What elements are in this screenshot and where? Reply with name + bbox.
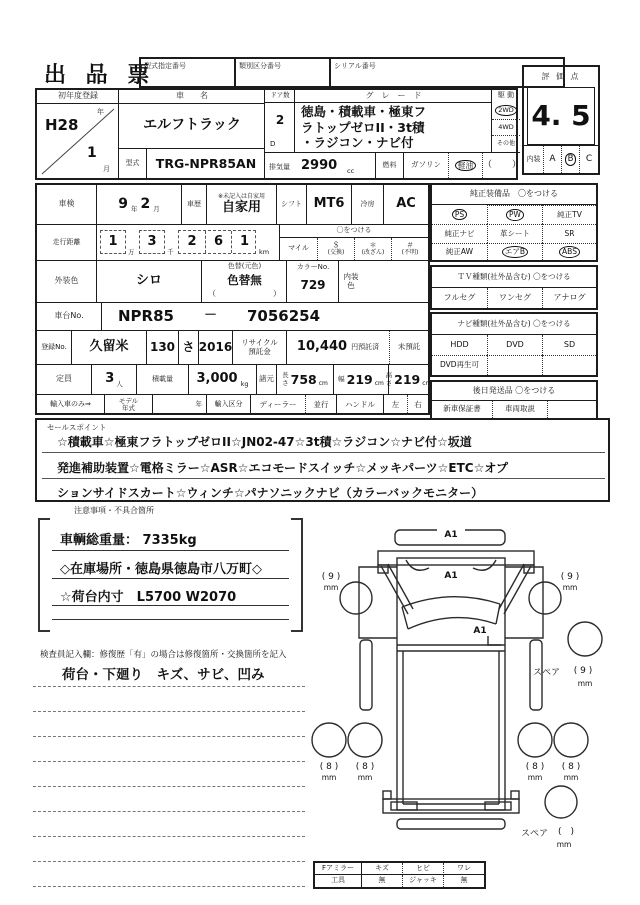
import-parallel: 並行 xyxy=(305,395,337,415)
capacity-unit: 人 xyxy=(116,379,123,388)
first-reg-month-unit: 月 xyxy=(103,165,110,173)
fuel-diesel-circled: 軽油 xyxy=(455,160,476,172)
mileage-circle-note: 〇をつける xyxy=(280,225,428,238)
comment-line-8 xyxy=(33,847,305,862)
mileage-unit-man: 万 xyxy=(128,248,135,256)
score-value: 4. 5 xyxy=(527,87,595,145)
mileage-flag-exchange xyxy=(317,238,354,260)
equip-airbag xyxy=(487,243,542,260)
spare2-label: スペア xyxy=(520,829,548,839)
page-title: 出 品 票 xyxy=(44,63,156,88)
notes-line-1: 車輌総重量： 7335kg xyxy=(60,533,197,548)
left-fender xyxy=(359,567,397,638)
displacement-label: 排気量 xyxy=(269,163,290,171)
color-paren-close: ） xyxy=(273,289,281,299)
mileage-digit-10: 6 xyxy=(205,231,231,253)
navi-sd: SD xyxy=(542,335,596,355)
color-change-cell xyxy=(202,261,287,302)
drive-option-2wd xyxy=(492,102,520,119)
model-code-label: 型式 xyxy=(119,149,147,178)
shaken-year: 9 xyxy=(118,195,128,212)
score-label: 評 価 点 xyxy=(541,71,581,81)
shaken-label: 車検 xyxy=(37,185,97,224)
color-change-paren xyxy=(202,288,287,301)
inspector-comment: 荷台・下廻り キズ、サビ、凹み xyxy=(62,667,265,683)
tv-block xyxy=(430,265,598,310)
rear-left-outer-tread: ( 8 ) xyxy=(319,762,339,772)
height-value: 219 xyxy=(394,371,421,387)
doors-cell xyxy=(265,90,295,152)
row-mileage xyxy=(37,224,428,260)
ac-value: AC xyxy=(396,196,416,212)
tools-row-none1: 無 xyxy=(361,875,402,887)
first-registration-cell xyxy=(37,90,119,178)
spare1-label: スペア xyxy=(532,668,560,678)
width-label: 幅 xyxy=(338,374,345,383)
equip-tv: 純正TV xyxy=(542,205,596,224)
tools-col-mirror: Fアミラー xyxy=(315,863,361,875)
model-code-row xyxy=(119,148,265,178)
fuel-paren xyxy=(482,153,521,178)
chassis-prefix: NPR85 xyxy=(118,307,174,326)
notes-bracket-left xyxy=(38,518,50,632)
rear-right-inner-tread: ( 8 ) xyxy=(525,762,545,772)
color-change-label: 色替(元色) xyxy=(227,262,262,271)
ac-label: 冷房 xyxy=(352,185,384,224)
width-value: 219 xyxy=(346,371,373,387)
field-class-division-label: 類別区分番号 xyxy=(239,62,281,70)
mileage-unit-km: km xyxy=(259,248,270,256)
length-label-1: 長 xyxy=(282,371,289,380)
front-left-tire xyxy=(340,582,372,614)
interior-color-label-1: 内装 xyxy=(343,272,359,282)
notes-line-2: ◇在庫場所・徳島県徳島市八万町◇ xyxy=(60,562,262,577)
windshield-arc-top xyxy=(402,597,500,607)
width-unit: cm xyxy=(374,380,384,388)
drive-option-4wd: 4WD xyxy=(492,119,520,135)
tv-header: ＴＶ種類(社外品含む) 〇をつける xyxy=(432,267,596,288)
handle-left: 左 xyxy=(383,395,407,415)
capacity-value: 3 xyxy=(105,371,115,387)
spare2-value: ( ) xyxy=(557,827,575,837)
interior-grade-a: A xyxy=(549,153,556,164)
displacement-cell xyxy=(265,152,375,178)
load-unit: kg xyxy=(240,379,249,388)
row-regno xyxy=(37,330,428,364)
shipment-manual: 車両取説 xyxy=(492,401,547,418)
car-name-label: 車 名 xyxy=(119,90,265,104)
main-top-block xyxy=(35,88,521,180)
history-value-cell xyxy=(207,185,277,224)
spare1-value: ( 9 ) xyxy=(573,666,593,676)
first-reg-month: 1 xyxy=(87,145,97,161)
handle-right: 右 xyxy=(407,395,428,415)
recycle-label-2: 預託金 xyxy=(248,346,271,356)
field-type-designation-label: 型式指定番号 xyxy=(144,62,186,70)
length-label xyxy=(282,372,289,386)
spare-tire-1 xyxy=(568,622,602,656)
height-label-2: さ xyxy=(385,378,393,387)
left-guard-rail xyxy=(360,640,372,710)
field-serial-label: シリアル番号 xyxy=(334,62,376,70)
recycle-label-1: リサイクル xyxy=(241,338,278,348)
height-label-1: 高 xyxy=(385,371,393,380)
model-year-value: 年 xyxy=(153,395,207,415)
navi-hdd: HDD xyxy=(450,339,469,349)
sales-points-box xyxy=(35,418,610,502)
score-box xyxy=(522,65,600,175)
row-inspection xyxy=(37,185,428,224)
shift-value: MT6 xyxy=(307,185,352,224)
interior-grade-label xyxy=(524,146,544,173)
flag-tampered-text: (改ざん) xyxy=(361,248,385,256)
width-cell xyxy=(334,365,389,394)
recycle-amount-cell xyxy=(287,331,389,364)
notes-line-3: ☆荷台内寸 L5700 W2070 xyxy=(60,590,237,605)
height-label xyxy=(386,372,393,386)
mileage-digits xyxy=(97,225,280,260)
navi-empty-1 xyxy=(487,355,542,375)
flag-exchange-symbol: ＄ xyxy=(332,240,340,249)
field-class-division-no xyxy=(234,57,331,88)
displacement-unit: cc xyxy=(347,167,355,175)
displacement-value: 2990 xyxy=(301,158,338,173)
navi-block xyxy=(430,312,598,377)
comment-line-6 xyxy=(33,797,305,812)
tools-col-scratch: キズ xyxy=(361,863,402,875)
history-value: 自家用 xyxy=(221,199,261,215)
tools-col-crack: ヒビ xyxy=(402,863,443,875)
first-reg-year: H28 xyxy=(45,116,79,134)
sales-line-1: ☆積載車☆極東フラトップゼロII☆JN02-47☆3t積☆ラジコン☆ナビ付☆坂道 xyxy=(57,435,472,449)
height-unit: cm xyxy=(422,380,432,388)
import-division-label: 輸入区分 xyxy=(207,395,251,415)
rear-left-inner-tread: ( 8 ) xyxy=(355,762,375,772)
doors-sub: D xyxy=(270,140,276,148)
equip-pw-circled: PW xyxy=(506,209,524,221)
row-capacity xyxy=(37,364,432,394)
model-code-value: TRG-NPR85AN xyxy=(155,155,257,171)
mileage-digit-1k: 3 xyxy=(139,230,165,254)
load-value-cell xyxy=(189,365,257,394)
mileage-mile: マイル xyxy=(288,244,309,253)
mileage-flags xyxy=(280,225,428,260)
equip-abs xyxy=(542,243,596,260)
front-right-tire xyxy=(529,582,561,614)
rear-right-lamp xyxy=(485,802,511,810)
detail-table xyxy=(35,183,430,415)
equip-leather: 革シート xyxy=(487,224,542,243)
front-right-tread: ( 9 ) xyxy=(560,572,580,582)
shipment-block xyxy=(430,380,598,420)
ext-color-label: 外装色 xyxy=(37,261,97,302)
fuel-paren-close: ） xyxy=(511,159,521,170)
fuel-option-gasoline: ガソリン xyxy=(411,160,441,170)
equip-abs-circled: ABS xyxy=(559,246,580,258)
tools-row-tool: 工具 xyxy=(331,876,345,885)
front-right-tread-unit: mm xyxy=(562,583,578,592)
length-label-2: さ xyxy=(282,378,289,387)
chassis-label: 車台No. xyxy=(37,303,102,330)
navi-empty-2 xyxy=(542,355,596,375)
tools-col-break: ワレ xyxy=(443,863,484,875)
regno-label: 登録No. xyxy=(37,331,72,364)
equip-airbag-circled: エアB xyxy=(502,246,528,258)
shaken-value xyxy=(97,185,182,224)
equipment-header: 純正装備品 〇をつける xyxy=(432,185,596,205)
regno-area: 久留米 xyxy=(72,331,147,364)
fuel-cell xyxy=(375,152,520,178)
fuel-paren-open: （ xyxy=(483,159,493,170)
spare1-unit: mm xyxy=(577,679,593,688)
tv-fullseg: フルセグ xyxy=(443,292,476,302)
shipment-warranty: 新車保証書 xyxy=(443,404,481,414)
color-no-label: カラーNo. xyxy=(296,263,330,272)
color-change-value: 色替無 xyxy=(227,272,262,287)
equip-sr: SR xyxy=(542,224,596,243)
a1-mark-cab: A1 xyxy=(444,571,458,581)
first-reg-year-unit: 年 xyxy=(97,108,104,116)
model-year-label xyxy=(105,395,153,415)
rear-right-outer-unit: mm xyxy=(563,773,579,782)
spare-tire-2 xyxy=(545,786,577,818)
rear-left-outer-tire xyxy=(312,723,346,757)
load-value: 3,000 xyxy=(196,371,238,387)
mileage-digit-10k: 1 xyxy=(100,230,126,254)
rear-left-lamp xyxy=(391,802,417,810)
comment-line-2 xyxy=(33,697,305,712)
sales-rule-2 xyxy=(42,478,605,479)
navi-dvd: DVD xyxy=(487,335,542,355)
front-left-tread-unit: mm xyxy=(323,583,339,592)
color-no-value: 729 xyxy=(300,278,326,293)
fuel-option-diesel xyxy=(448,153,482,178)
tv-oneseg: ワンセグ xyxy=(487,288,542,308)
flag-tampered-symbol: ＊ xyxy=(369,240,377,249)
mileage-digits-100 xyxy=(178,230,256,254)
mileage-label: 走行距離 xyxy=(37,225,97,260)
shaken-year-unit: 年 xyxy=(131,204,138,213)
equipment-block xyxy=(430,183,598,262)
doors-label: ドア数 xyxy=(265,90,295,103)
capacity-label: 定員 xyxy=(37,365,92,394)
truck-diagram xyxy=(302,505,640,860)
notes-rule-1 xyxy=(52,534,289,551)
notes-rule-4 xyxy=(52,603,289,620)
handle-label: ハンドル xyxy=(345,399,375,409)
drive-2wd-circled: 2WD xyxy=(495,105,517,115)
ext-color-value: シロ xyxy=(97,261,202,302)
chassis-value xyxy=(102,303,428,330)
grade-text xyxy=(301,104,491,151)
comment-line-5 xyxy=(33,772,305,787)
fuel-label: 燃料 xyxy=(376,153,404,178)
rear-right-inner-unit: mm xyxy=(527,773,543,782)
regno-number: 2016 xyxy=(199,331,233,364)
history-label: 車歴 xyxy=(182,185,207,224)
mileage-flag-tampered xyxy=(354,238,391,260)
shaken-month-unit: 月 xyxy=(153,204,160,213)
shipment-empty xyxy=(547,401,596,418)
flag-unknown-text: (不明) xyxy=(401,248,419,256)
interior-grade-b-circled: B xyxy=(565,153,577,166)
grade-line-2: ラトップゼロII・3t積 xyxy=(301,119,425,135)
notes-rule-2 xyxy=(52,562,289,579)
equip-navi: 純正ナビ xyxy=(432,224,487,243)
interior-color-cell xyxy=(339,261,428,302)
drive-option-other: その他 xyxy=(492,135,520,152)
interior-grade-c: C xyxy=(585,153,593,164)
sales-points-label: セールスポイント xyxy=(47,423,107,432)
navi-header: ナビ種類(社外品含む) 〇をつける xyxy=(432,314,596,335)
rear-left-inner-tire xyxy=(348,723,382,757)
grade-line-3: ・ラジコン・ナビ付 xyxy=(301,135,414,150)
comment-line-3 xyxy=(33,722,305,737)
row-import xyxy=(37,394,428,415)
equip-aw: 純正AW xyxy=(432,243,487,260)
model-year-label-2: 年式 xyxy=(122,404,135,412)
shipment-header: 後日発送品 〇をつける xyxy=(432,382,596,401)
field-type-designation-no xyxy=(139,57,236,88)
interior-grade-label-text: 内装 xyxy=(526,154,541,163)
front-left-tread: ( 9 ) xyxy=(321,572,341,582)
regno-class: 130 xyxy=(147,331,179,364)
inspector-note: 検査員記入欄：修復歴「有」の場合は修復箇所・交換箇所を記入 xyxy=(40,650,287,660)
shift-label: シフト xyxy=(277,185,307,224)
a1-mark-windshield: A1 xyxy=(473,626,487,636)
first-registration-label: 初年度登録 xyxy=(37,90,119,104)
length-unit: cm xyxy=(318,380,328,388)
rear-right-inner-tire xyxy=(518,723,552,757)
sales-rule-1 xyxy=(42,452,605,453)
row-chassis xyxy=(37,302,428,330)
rear-left-inner-unit: mm xyxy=(357,773,373,782)
load-label: 積載量 xyxy=(137,365,189,394)
height-cell xyxy=(385,365,432,394)
drive-cell xyxy=(492,90,520,152)
navi-dvd-playable: DVD再生可 xyxy=(432,355,487,375)
chassis-serial: 7056254 xyxy=(247,307,321,326)
comment-line-7 xyxy=(33,822,305,837)
history-note: ※未記入は自家用 xyxy=(217,193,266,201)
shaken-month: 2 xyxy=(140,195,151,212)
recycle-paid: 円預託済 xyxy=(351,342,380,351)
car-name-cell xyxy=(119,90,265,178)
interior-grade-b xyxy=(561,146,580,173)
spare2-unit: mm xyxy=(556,840,572,849)
interior-grade-row xyxy=(524,145,598,173)
sales-line-2: 発進補助装置☆電格ミラー☆ASR☆エコモードスイッチ☆メッキパーツ☆ETC☆オプ xyxy=(57,461,508,475)
mileage-digit-100: 2 xyxy=(187,233,197,249)
rear-right-outer-tread: ( 8 ) xyxy=(561,762,581,772)
tv-analog: アナログ xyxy=(542,288,596,308)
doors-value: 2 xyxy=(275,113,285,128)
mileage-unit-sen: 千 xyxy=(167,248,174,256)
grade-label: グ レ ー ド xyxy=(295,90,492,103)
chassis-dash: － xyxy=(203,308,217,324)
spec-label: 諸元 xyxy=(257,365,277,394)
drive-label: 駆 動 xyxy=(497,91,515,100)
color-paren-open: （ xyxy=(208,289,216,299)
import-dealer: ディーラー xyxy=(259,399,297,409)
interior-color-label-2: 色 xyxy=(347,280,355,290)
row-color xyxy=(37,260,428,302)
tools-row-jack: ジャッキ xyxy=(402,875,443,887)
model-year-label-1: モデル xyxy=(118,396,139,405)
equip-ps-circled: PS xyxy=(452,209,467,221)
tools-row-none2: 無 xyxy=(443,875,484,887)
grade-line-1: 徳島・積載車・極東フ xyxy=(301,104,427,119)
flag-unknown-symbol: ＃ xyxy=(406,240,414,249)
comment-line-9 xyxy=(33,872,305,887)
rear-right-outer-tire xyxy=(554,723,588,757)
equip-ps xyxy=(432,205,487,224)
length-cell xyxy=(277,365,334,394)
capacity-value-cell xyxy=(92,365,137,394)
sales-line-3: ションサイドスカート☆ウィンチ☆パナソニックナビ（カラーバックモニター） xyxy=(57,486,484,500)
rear-left-outer-unit: mm xyxy=(321,773,337,782)
import-only-label: 輸入車のみ⇒ xyxy=(37,395,105,415)
a1-mark-bumper: A1 xyxy=(444,530,458,540)
regno-kana: さ xyxy=(179,331,199,364)
mileage-flag-unknown xyxy=(391,238,428,260)
flag-exchange-text: (交換) xyxy=(327,248,345,256)
recycle-unpaid: 未預託 xyxy=(389,331,428,364)
mileage-digit-1: 1 xyxy=(231,231,257,253)
equip-pw xyxy=(487,205,542,224)
recycle-label xyxy=(233,331,287,364)
length-value: 758 xyxy=(290,371,317,387)
cab-bed-outline xyxy=(397,558,505,810)
notes-label: 注意事項・不具合箇所 xyxy=(74,506,154,515)
recycle-amount: 10,440 xyxy=(296,339,348,355)
comment-line-4 xyxy=(33,747,305,762)
tools-table xyxy=(313,861,486,889)
interior-color-label xyxy=(341,261,361,302)
car-name-value: エルフトラック xyxy=(143,117,241,134)
color-no-cell xyxy=(287,261,339,302)
rear-bumper xyxy=(397,819,505,829)
grade-cell xyxy=(295,90,492,152)
comment-line-1 xyxy=(33,672,305,687)
